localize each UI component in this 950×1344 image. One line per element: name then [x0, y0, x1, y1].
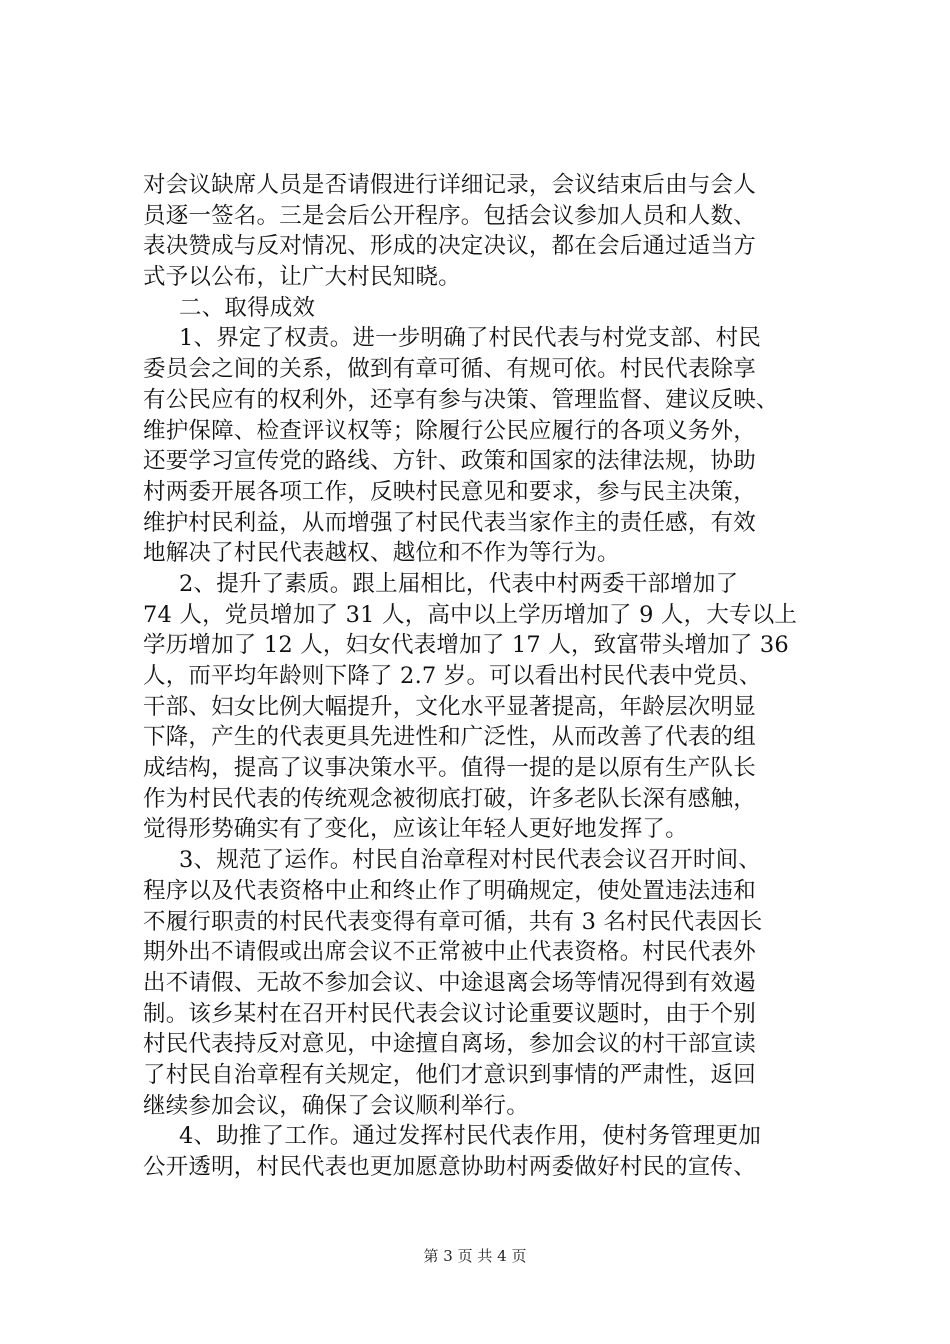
text-line: 维护村民利益，从而增强了村民代表当家作主的责任感，有效: [143, 509, 756, 536]
text-line: 学历增加了 12 人，妇女代表增加了 17 人，致富带头增加了 36: [143, 632, 789, 659]
text-line: 干部、妇女比例大幅提升，文化水平显著提高，年龄层次明显: [143, 693, 756, 720]
text-line: 继续参加会议，确保了会议顺利举行。: [143, 1092, 529, 1119]
text-line: 成结构，提高了议事决策水平。值得一提的是以原有生产队长: [143, 755, 756, 782]
text-line: 了村民自治章程有关规定，他们才意识到事情的严肃性，返回: [143, 1061, 756, 1088]
text-line: 村两委开展各项工作，反映村民意见和要求，参与民主决策，: [143, 478, 756, 505]
text-line: 村民代表持反对意见，中途擅自离场，参加会议的村干部宣读: [143, 1031, 756, 1058]
text-line: 地解决了村民代表越权、越位和不作为等行为。: [143, 540, 620, 567]
text-line: 出不请假、无故不参加会议、中途退离会场等情况得到有效遏: [143, 969, 756, 996]
paragraph-start: 4、助推了工作。通过发挥村民代表作用，使村务管理更加: [179, 1123, 762, 1150]
text-line: 对会议缺席人员是否请假进行详细记录，会议结束后由与会人: [143, 172, 756, 198]
paragraph-start: 1、界定了权责。进一步明确了村民代表与村党支部、村民: [179, 325, 762, 352]
document-body: [143, 170, 823, 1183]
text-line: 委员会之间的关系，做到有章可循、有规可依。村民代表除享: [143, 356, 756, 383]
text-line: 还要学习宣传党的路线、方针、政策和国家的法律法规，协助: [143, 448, 756, 475]
text-line: 期外出不请假或出席会议不正常被中止代表资格。村民代表外: [143, 939, 756, 966]
text-line: 作为村民代表的传统观念被彻底打破，许多老队长深有感触，: [143, 785, 756, 812]
text-line: 74 人，党员增加了 31 人，高中以上学历增加了 9 人，大专以上: [143, 601, 798, 628]
text-line: 有公民应有的权利外，还享有参与决策、管理监督、建议反映、: [143, 386, 779, 413]
text-line: 制。该乡某村在召开村民代表会议讨论重要议题时，由于个别: [143, 1000, 756, 1027]
text-line: 觉得形势确实有了变化，应该让年轻人更好地发挥了。: [143, 816, 688, 843]
text-line: 程序以及代表资格中止和终止作了明确规定，使处置违法违和: [143, 877, 756, 904]
paragraph-start: 3、规范了运作。村民自治章程对村民代表会议召开时间、: [179, 847, 762, 874]
text-line: 下降，产生的代表更具先进性和广泛性，从而改善了代表的组: [143, 724, 756, 751]
text-line: 人，而平均年龄则下降了 2.7 岁。可以看出村民代表中党员、: [143, 663, 762, 689]
text-line: 员逐一签名。三是会后公开程序。包括会议参加人员和人数、: [143, 202, 756, 229]
text-line: 表决赞成与反对情况、形成的决定决议，都在会后通过适当方: [143, 233, 756, 260]
section-heading: 二、取得成效: [179, 294, 316, 321]
page-number-footer: 第 3 页 共 4 页: [423, 1247, 527, 1265]
text-line: 维护保障、检查评议权等；除履行公民应履行的各项义务外，: [143, 417, 756, 444]
text-line: 式予以公布，让广大村民知晓。: [143, 264, 461, 291]
paragraph-start: 2、提升了素质。跟上届相比，代表中村两委干部增加了: [179, 570, 739, 597]
text-line: 公开透明，村民代表也更加愿意协助村两委做好村民的宣传、: [143, 1154, 756, 1180]
text-line: 不履行职责的村民代表变得有章可循，共有 3 名村民代表因长: [143, 908, 763, 935]
